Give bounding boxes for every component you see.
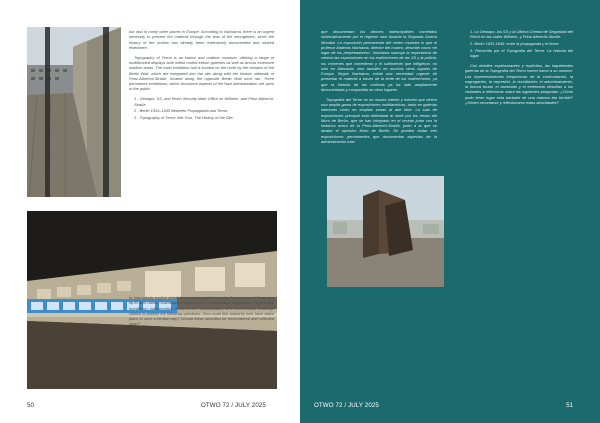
- list-item: 2 - Berlin 1933–1945 Between Propaganda and Terror.: [134, 108, 229, 114]
- right-column-b: [465, 29, 573, 110]
- right-exhibition-list: [465, 29, 573, 58]
- left-footer: [27, 402, 277, 412]
- sculpture-drawing: [327, 176, 444, 287]
- list-item: 3. Recorrido por el Topografía del Terror. La historia del lugar.: [470, 47, 573, 58]
- wall-photo-icon: [27, 27, 121, 197]
- left-paragraph: In harrowingly explicit detail, the haunting galleries of the Topography of Terror live up to their name. Unambiguous depictions of confrontation, segregation, repression, humiliation, indoctrination, brutal torture, assassination, and extermination challenge visitors to ponder the following questions: How could this barbarity ever have taken place in such a terrible way? Should these atrocities be remembered and reflected upon?: [129, 295, 274, 327]
- magazine-issue: OTWO 72 / JULY 2025: [201, 402, 266, 409]
- list-item: 3 - Topography of Terror Site Tour. The History of the Site.: [134, 115, 234, 121]
- page-number: 51: [566, 402, 573, 409]
- right-paragraph: que documentan los atroces indescriptibles cometidos sistemáticamente por el régimen nazi durante la Segunda Guerra Mundial. La exposición permanente del centro muestra lo que el profesor Andreas Nachama, director del museo, describe como «el lugar de los perpetradores». Nachama subraya la importancia de centrar las exposiciones en los malhechores de las SS y la policía, los crímenes que cometieron y el sufrimiento que infligieron, no solo en Alemania, sino también en muchos otros lugares de Europa. Según Nachama, existe una necesidad urgente de presentar el material a través de la lente de los malhechores, ya que la historia de las víctimas ya ha sido ampliamente documentada y compartida en otros lugares.: [321, 29, 437, 92]
- right-paragraph: Topografía del Terror es un museo interior y exterior que ofrece una amplia gama de exposiciones multifacéticas, tanto en galerías interiores como en amplias zonas al aire libre. La sala de exposiciones principal está delimitada al norte por los restos del Muro de Berlín, que se han integrado en el recinto junto con la histórica acera de la Prinz-Albrecht-Straße, junto a la que se alzaba el opresivo Muro de Berlín. Se pueden visitar tres exposiciones permanentes que documentan aspectos de la administración nazi:: [321, 96, 437, 144]
- wall-photo-drawing: [27, 27, 121, 197]
- list-item: 1. La Gestapo, las SS y la Oficina Central de Seguridad del Reich en las calles Wilhelm- y Prinz-Albrecht-Straße.: [470, 29, 573, 40]
- right-page: [300, 0, 600, 423]
- list-item: 2. Berlín 1933-1945: entre la propaganda y el terror.: [470, 41, 560, 46]
- left-paragraph: but also in many other places in Europe. According to Nachama, there is an urgent necessity to present the material through the lens of the wrongdoers, since the history of the victims has already been extensively documented and shared elsewhere.: [129, 29, 274, 50]
- right-paragraph: Con detalles espeluznantes y explícitos, las inquietantes galerías de la Topografía del Terror hacen honor a su nombre. Las representaciones inequívocas de la confrontación, la segregación, la represión, la humillación, el adoctrinamiento, la tortura brutal, el asesinato y el exterminio desafían a los visitantes a reflexionar sobre las siguientes preguntas: ¿Cómo pudo tener lugar esta barbarie de una manera tan terrible? ¿Deben recordarse y reflexionarse estas atrocidades?: [465, 63, 573, 105]
- page-number: 50: [27, 402, 34, 409]
- left-column-top: [129, 29, 274, 125]
- magazine-issue: OTWO 72 / JULY 2025: [314, 402, 379, 409]
- left-paragraph: Topography of Terror is an indoor and outdoor museum, offering a range of multifaceted displays both within roofed indoor galleries as well as across extensive outdoor areas. The main exhibition hall is located on the north by the remains of the Berlin Wall, which are integrated into the site along with the historic sidewalk of Prinz-Albrecht-Straße, located along the opposite Berlin Wall once ran. Three permanent exhibitions, which document aspects of the Nazi administration are open to the public:: [129, 54, 274, 92]
- list-item: 1 - Gestapo, SS, and Reich Security Main Office on Wilhelm- and Prinz-Albrecht-Straße.: [134, 96, 274, 107]
- right-footer: [314, 402, 573, 412]
- right-column-a: [321, 29, 437, 149]
- left-exhibition-list: [129, 96, 274, 120]
- sculpture-photo-icon: [327, 176, 444, 287]
- left-column-bottom: [129, 295, 274, 331]
